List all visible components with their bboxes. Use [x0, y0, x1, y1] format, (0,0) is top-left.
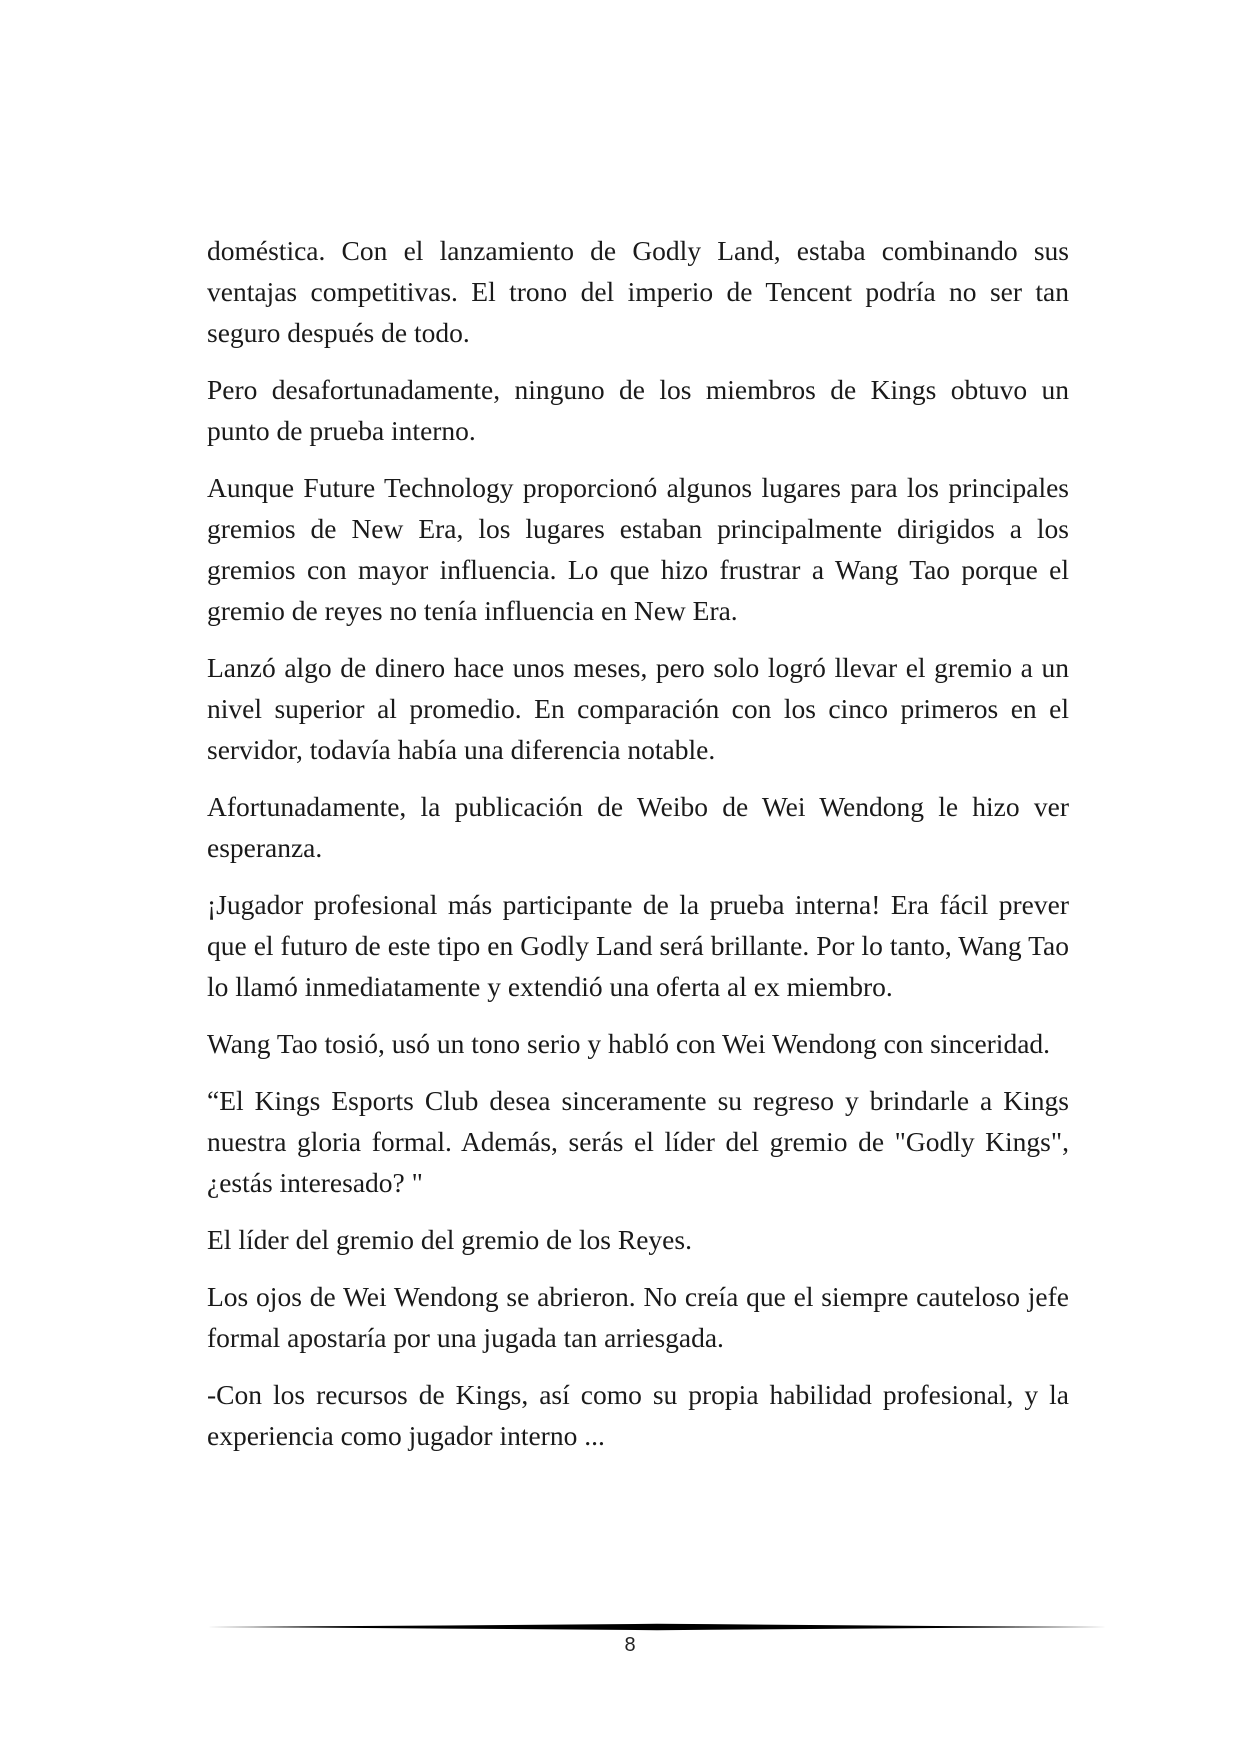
paragraph: Aunque Future Technology proporcionó algunos lugares para los principales gremios de New Era, los lugares estaban principalmente dirigidos a los gremios con mayor influencia. Lo que hizo frustrar a Wang Tao porque el gremio de reyes no tenía influencia en New Era.	[207, 472, 1069, 626]
page-body	[207, 230, 1069, 1472]
paragraph: Afortunadamente, la publicación de Weibo de Wei Wendong le hizo ver esperanza.	[207, 791, 1069, 863]
footer-rule	[207, 1620, 1107, 1634]
page-number: 8	[624, 1634, 636, 1656]
paragraph: -Con los recursos de Kings, así como su propia habilidad profesional, y la experiencia como jugador interno ...	[207, 1379, 1069, 1451]
paragraph: Pero desafortunadamente, ninguno de los miembros de Kings obtuvo un punto de prueba interno.	[207, 374, 1069, 446]
paragraph: “El Kings Esports Club desea sinceramente su regreso y brindarle a Kings nuestra gloria formal. Además, serás el líder del gremio de "Godly Kings", ¿estás interesado? "	[207, 1085, 1069, 1198]
paragraph: ¡Jugador profesional más participante de la prueba interna! Era fácil prever que el futuro de este tipo en Godly Land será brillante. Por lo tanto, Wang Tao lo llamó inmediatamente y extendió una oferta al ex miembro.	[207, 889, 1069, 1002]
paragraph: doméstica. Con el lanzamiento de Godly Land, estaba combinando sus ventajas competitivas. El trono del imperio de Tencent podría no ser tan seguro después de todo.	[207, 235, 1069, 348]
paragraph: Los ojos de Wei Wendong se abrieron. No creía que el siempre cauteloso jefe formal apostaría por una jugada tan arriesgada.	[207, 1281, 1069, 1353]
paragraph: El líder del gremio del gremio de los Reyes.	[207, 1224, 692, 1255]
paragraph: Wang Tao tosió, usó un tono serio y habló con Wei Wendong con sinceridad.	[207, 1028, 1051, 1059]
paragraph: Lanzó algo de dinero hace unos meses, pero solo logró llevar el gremio a un nivel superior al promedio. En comparación con los cinco primeros en el servidor, todavía había una diferencia notable.	[207, 652, 1069, 765]
